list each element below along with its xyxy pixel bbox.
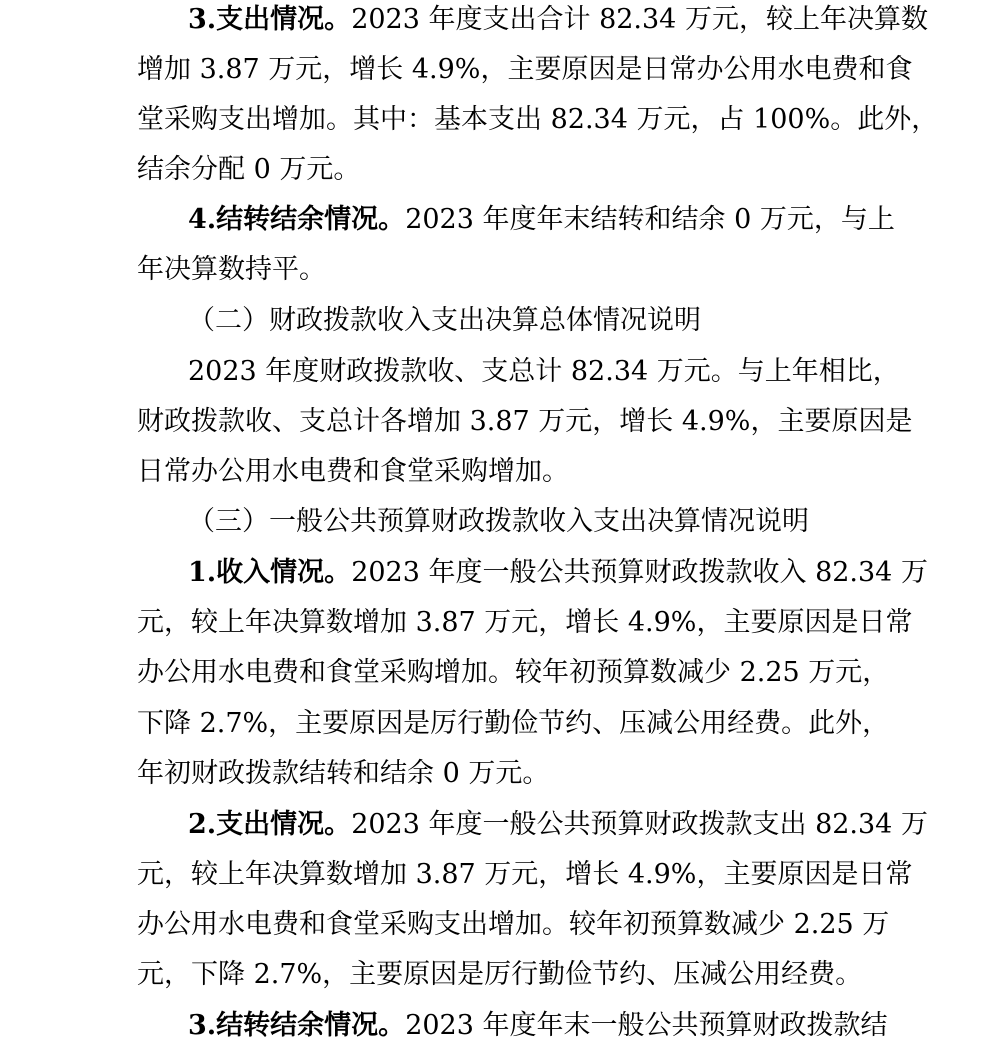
paragraph-line xyxy=(137,900,890,950)
section-lead: 2.支出情况。 xyxy=(188,809,352,840)
section-lead: 3.结转结余情况。 xyxy=(188,1010,406,1041)
line-text: 下降 2.7%，主要原因是厉行勤俭节约、压减公用经费。此外， xyxy=(137,708,890,739)
line-text: 2023 年度年末结转和结余 0 万元，与上 xyxy=(405,204,895,235)
paragraph-line xyxy=(137,950,877,1000)
line-text: 财政拨款收、支总计各增加 3.87 万元，增长 4.9%，主要原因是 xyxy=(137,406,913,437)
paragraph-line xyxy=(188,0,928,45)
paragraph-line xyxy=(137,95,939,145)
line-text: 增加 3.87 万元，增长 4.9%，主要原因是日常办公用水电费和食 xyxy=(137,54,913,85)
paragraph-line xyxy=(137,45,913,95)
paragraph-line xyxy=(137,397,913,447)
line-text: 元，较上年决算数增加 3.87 万元，增长 4.9%，主要原因是日常 xyxy=(137,859,913,890)
paragraph-line xyxy=(137,699,890,749)
paragraph-line xyxy=(188,195,895,245)
section-heading xyxy=(188,497,809,547)
line-text: 2023 年度一般公共预算财政拨款支出 82.34 万 xyxy=(351,809,928,840)
section-lead: 4.结转结余情况。 xyxy=(188,204,406,235)
paragraph-line xyxy=(188,800,928,850)
heading-text: （二）财政拨款收入支出决算总体情况说明 xyxy=(188,305,701,336)
paragraph-line xyxy=(188,548,928,598)
paragraph-line xyxy=(137,850,913,900)
paragraph-line xyxy=(137,749,877,799)
line-text: 年初财政拨款结转和结余 0 万元。 xyxy=(137,758,550,789)
line-text: 年决算数持平。 xyxy=(137,254,326,285)
section-lead: 3.支出情况。 xyxy=(188,4,352,35)
paragraph-line xyxy=(137,598,913,648)
paragraph-line xyxy=(137,145,877,195)
paragraph-line xyxy=(137,245,877,295)
line-text: 办公用水电费和食堂采购支出增加。较年初预算数减少 2.25 万 xyxy=(137,909,890,940)
line-text: 2023 年度一般公共预算财政拨款收入 82.34 万 xyxy=(351,557,928,588)
line-text: 2023 年度支出合计 82.34 万元，较上年决算数 xyxy=(351,4,928,35)
paragraph-line xyxy=(137,447,877,497)
section-lead: 1.收入情况。 xyxy=(188,557,352,588)
heading-text: （三）一般公共预算财政拨款收入支出决算情况说明 xyxy=(188,506,809,537)
line-text: 办公用水电费和食堂采购增加。较年初预算数减少 2.25 万元， xyxy=(137,657,890,688)
line-text: 元，下降 2.7%，主要原因是厉行勤俭节约、压减公用经费。 xyxy=(137,959,863,990)
line-text: 结余分配 0 万元。 xyxy=(137,154,361,185)
paragraph-line xyxy=(188,347,900,397)
line-text: 2023 年度财政拨款收、支总计 82.34 万元。与上年相比， xyxy=(188,356,900,387)
line-text: 2023 年度年末一般公共预算财政拨款结 xyxy=(405,1010,888,1041)
line-text: 元，较上年决算数增加 3.87 万元，增长 4.9%，主要原因是日常 xyxy=(137,607,913,638)
line-text: 堂采购支出增加。其中：基本支出 82.34 万元，占 100%。此外， xyxy=(137,104,939,135)
paragraph-line xyxy=(188,1001,888,1051)
line-text: 日常办公用水电费和食堂采购增加。 xyxy=(137,456,569,487)
section-heading xyxy=(188,296,701,346)
paragraph-line xyxy=(137,648,890,698)
